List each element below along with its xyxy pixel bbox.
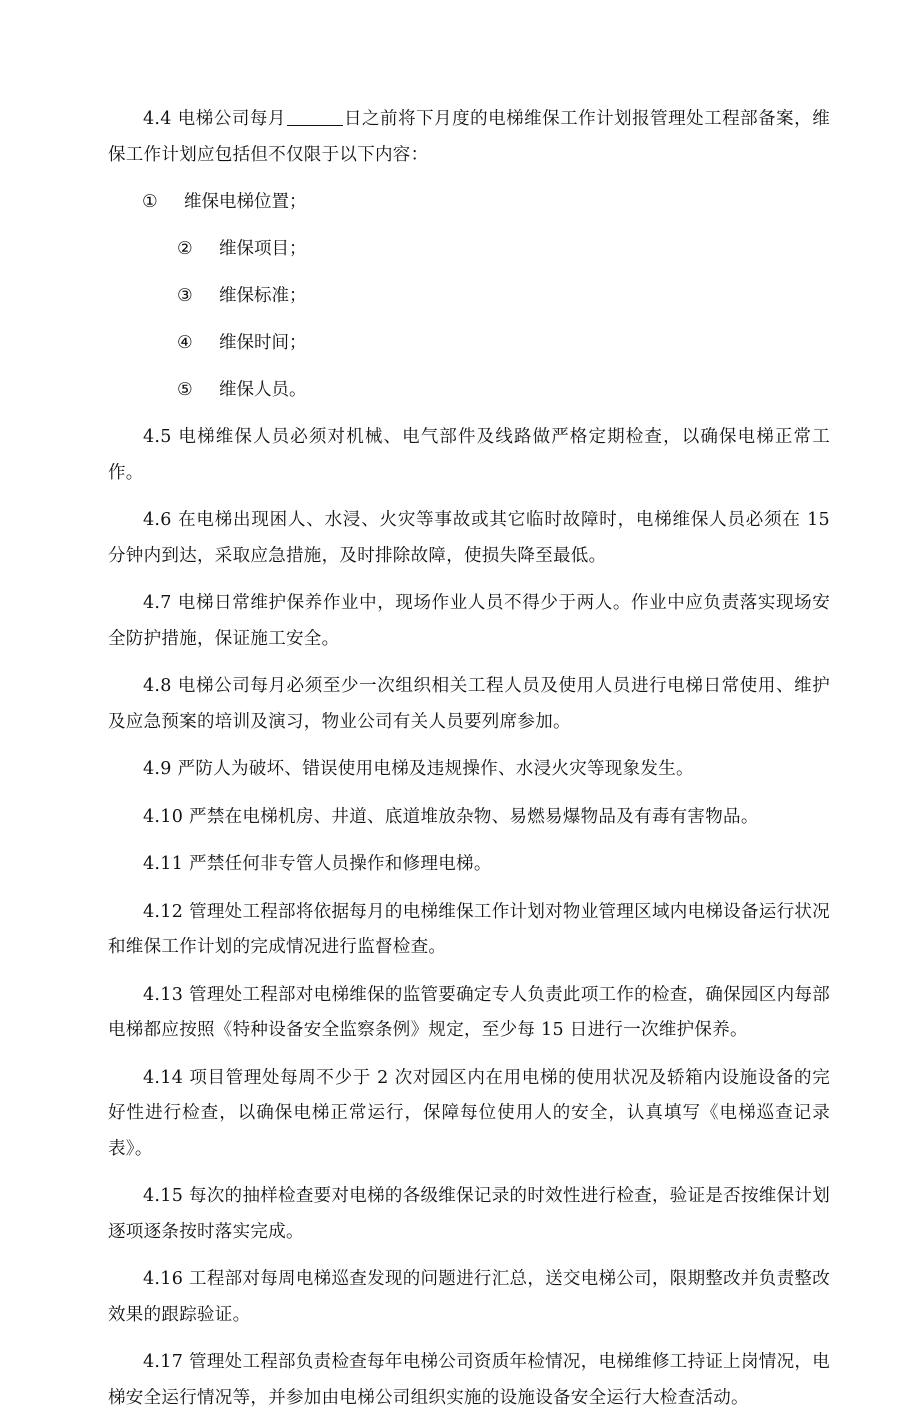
paragraph-4-7: 4.7 电梯日常维护保养作业中，现场作业人员不得少于两人。作业中应负责落实现场安全防护措施，保证施工安全。 xyxy=(108,593,830,649)
paragraph-4-13: 4.13 管理处工程部对电梯维保的监管要确定专人负责此项工作的检查，确保园区内每部电梯都应按照《特种设备安全监察条例》规定，至少每 15 日进行一次维护保养。 xyxy=(108,984,830,1040)
list-item xyxy=(108,373,830,408)
paragraph-4-16: 4.16 工程部对每周电梯巡查发现的问题进行汇总，送交电梯公司，限期整改并负责整改效果的跟踪验证。 xyxy=(108,1269,830,1325)
list-item-number: ④ xyxy=(177,333,193,353)
list-item xyxy=(108,326,830,361)
fill-in-blank xyxy=(287,108,343,127)
paragraph-4-10: 4.10 严禁在电梯机房、井道、底道堆放杂物、易燃易爆物品及有毒有害物品。 xyxy=(143,806,759,827)
list-item-text: 维保时间； xyxy=(219,333,307,353)
list-item-number: ⑤ xyxy=(177,380,193,400)
paragraph-4-6: 4.6 在电梯出现困人、水浸、火灾等事故或其它临时故障时，电梯维保人员必须在 15 分钟内到达，采取应急措施，及时排除故障，使损失降至最低。 xyxy=(108,510,830,566)
list-item xyxy=(108,279,830,314)
document-page xyxy=(108,102,830,1428)
paragraph-4-4-end: 日之前将下月度的电梯维保工作计划报管理处工程部备案，维保工作计划应包括但不仅限于以下内容： xyxy=(108,109,830,165)
paragraph-4-11: 4.11 严禁任何非专管人员操作和修理电梯。 xyxy=(143,854,492,874)
maintenance-plan-list xyxy=(108,185,830,408)
paragraph-4-5: 4.5 电梯维保人员必须对机械、电气部件及线路做严格定期检查，以确保电梯正常工作。 xyxy=(108,427,830,483)
list-item-text: 维保电梯位置； xyxy=(184,192,307,212)
paragraph-4-8: 4.8 电梯公司每月必须至少一次组织相关工程人员及使用人员进行电梯日常使用、维护及应急预案的培训及演习，物业公司有关人员要列席参加。 xyxy=(108,676,830,732)
paragraph-4-4-start: 4.4 电梯公司每月 xyxy=(143,109,286,129)
list-item-text: 维保项目； xyxy=(219,239,307,259)
list-item xyxy=(108,232,830,267)
paragraph-4-14: 4.14 项目管理处每周不少于 2 次对园区内在用电梯的使用状况及轿箱内设施设备的完好性进行检查，以确保电梯正常运行，保障每位使用人的安全，认真填写《电梯巡查记录表》。 xyxy=(108,1067,830,1159)
list-item-number: ③ xyxy=(177,286,193,306)
list-item-number: ② xyxy=(177,239,193,259)
list-item-number: ① xyxy=(142,192,158,212)
paragraph-4-15: 4.15 每次的抽样检查要对电梯的各级维保记录的时效性进行检查，验证是否按维保计划逐项逐条按时落实完成。 xyxy=(108,1186,830,1242)
paragraph-4-9: 4.9 严防人为破坏、错误使用电梯及违规操作、水浸火灾等现象发生。 xyxy=(143,759,694,779)
list-item-text: 维保人员。 xyxy=(219,380,307,400)
list-item-text: 维保标准； xyxy=(219,286,307,306)
paragraph-4-4 xyxy=(108,102,830,173)
paragraph-4-12: 4.12 管理处工程部将依据每月的电梯维保工作计划对物业管理区域内电梯设备运行状况和维保工作计划的完成情况进行监督检查。 xyxy=(108,901,830,957)
paragraph-4-17: 4.17 管理处工程部负责检查每年电梯公司资质年检情况，电梯维修工持证上岗情况，电梯安全运行情况等，并参加由电梯公司组织实施的设施设备安全运行大检查活动。 xyxy=(108,1352,830,1408)
list-item xyxy=(108,185,830,220)
